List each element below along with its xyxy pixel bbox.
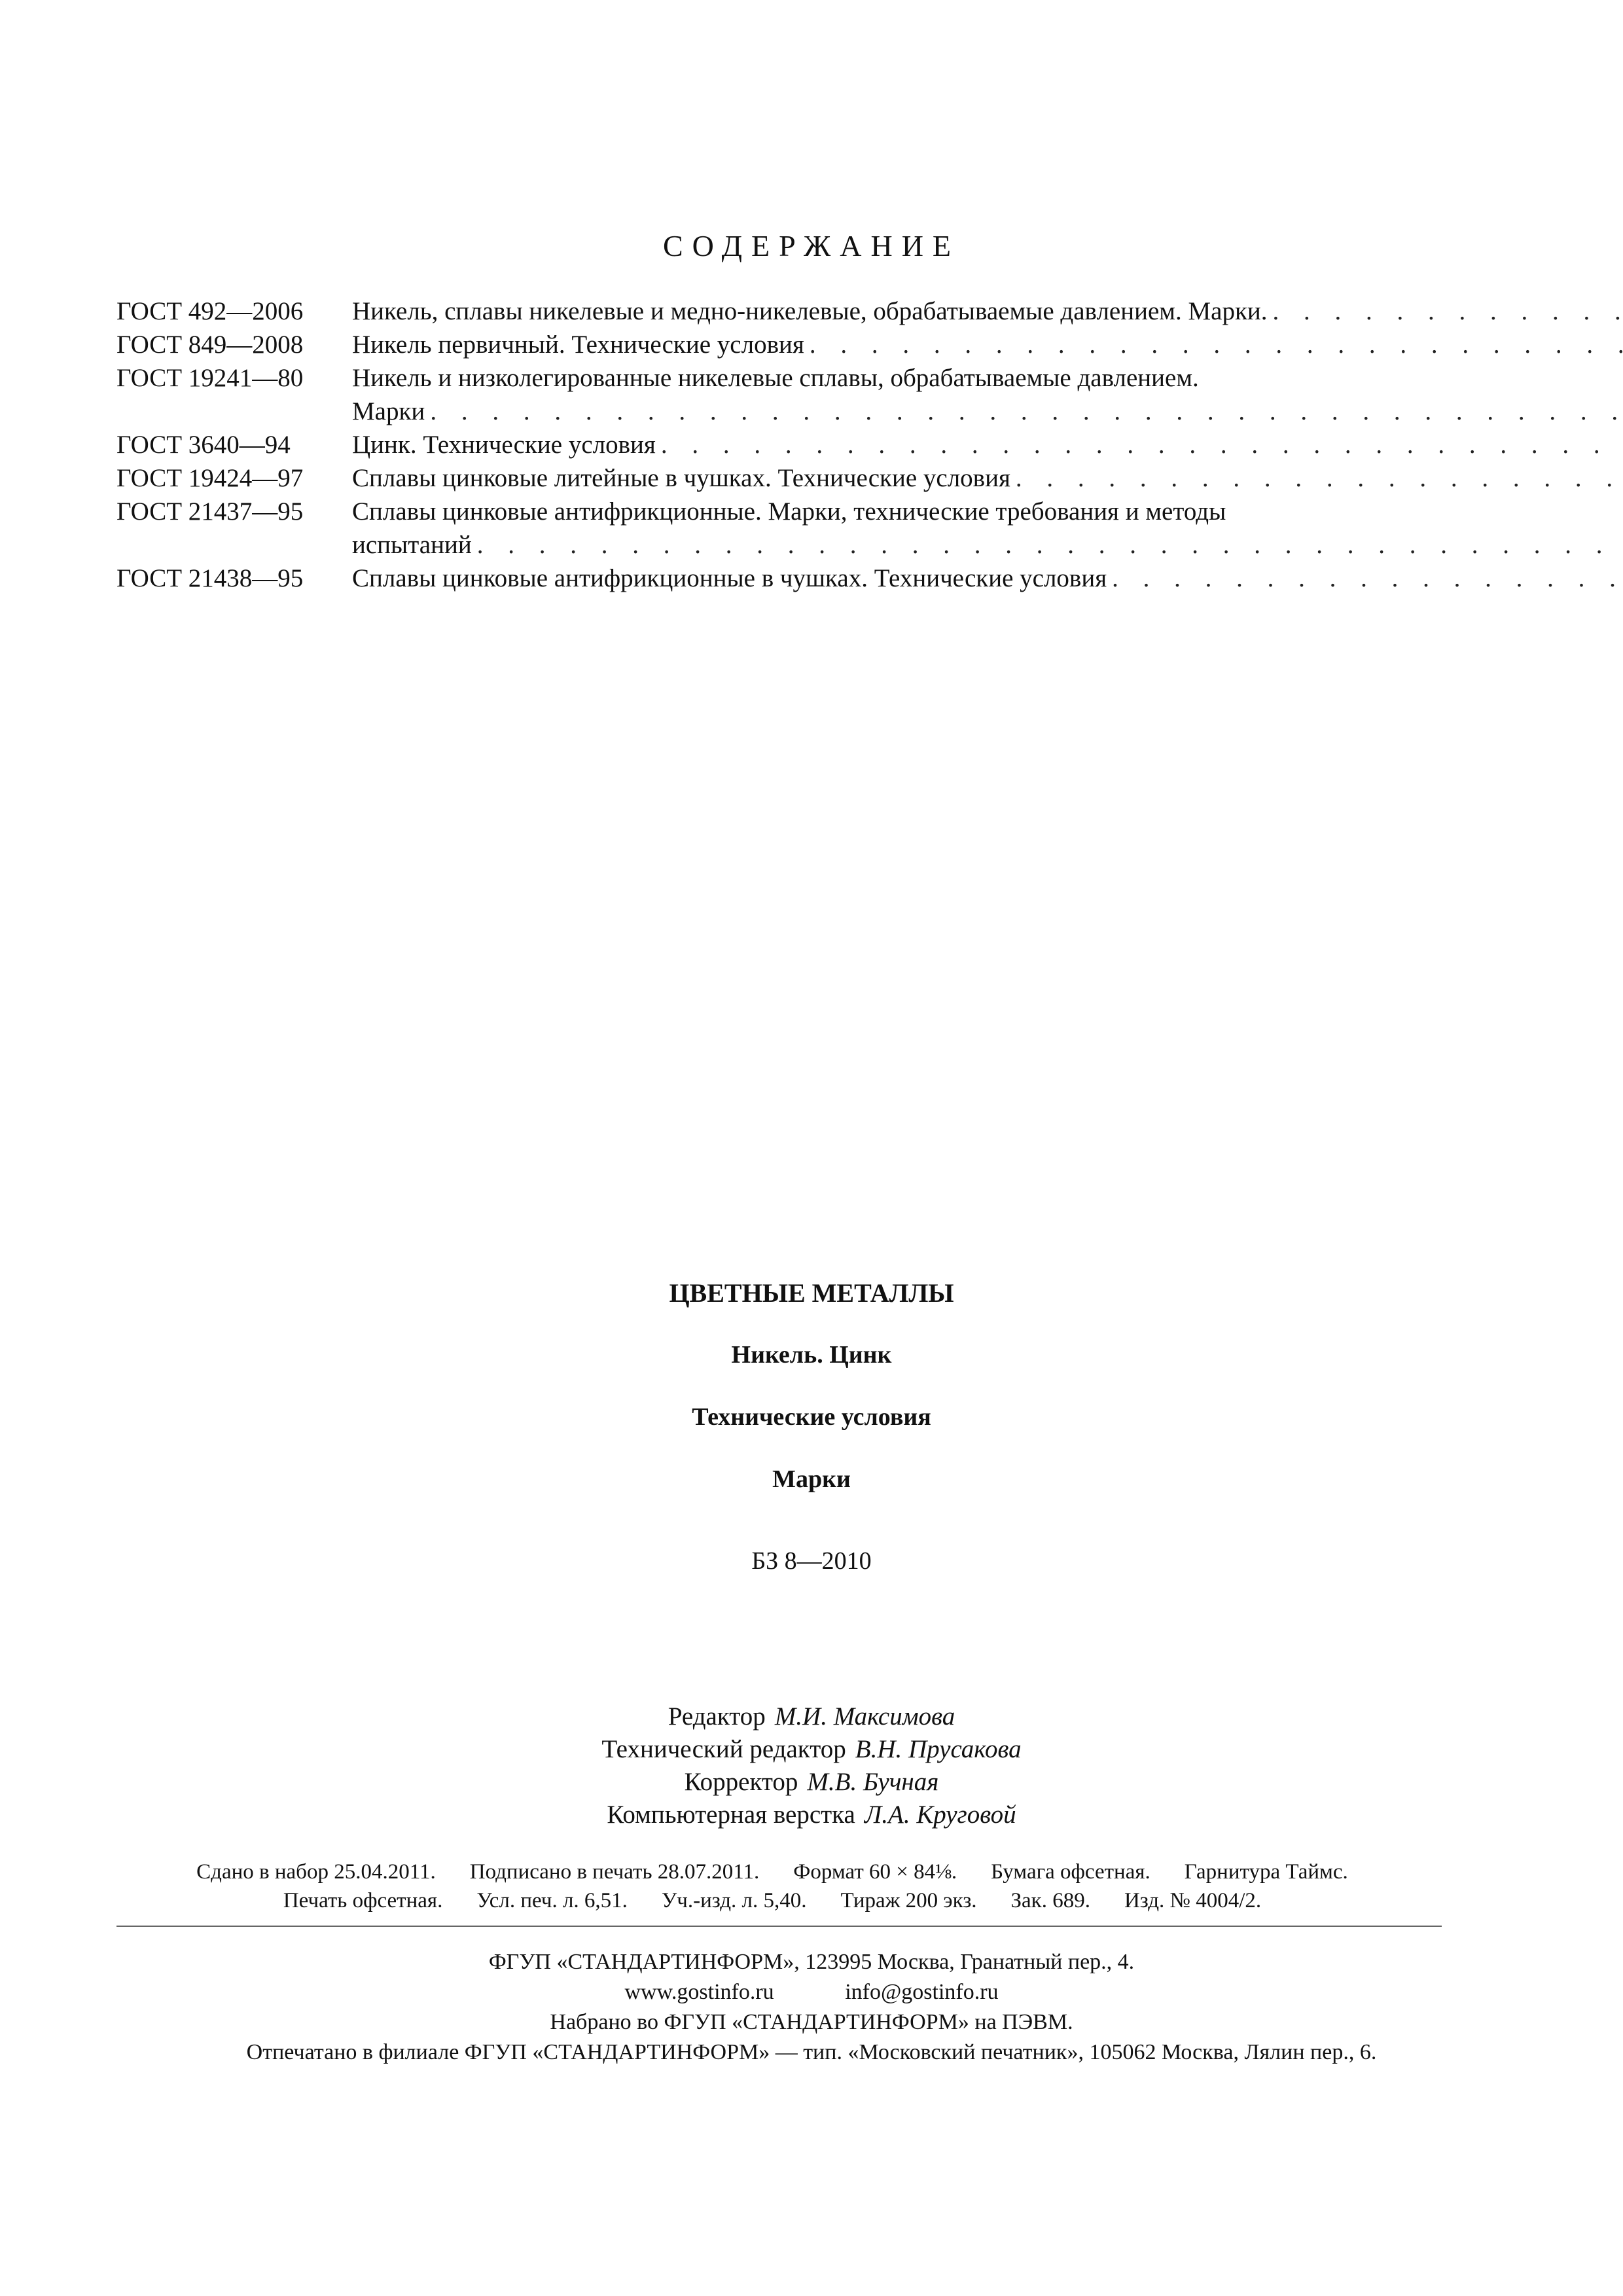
dot-leader xyxy=(804,328,1623,361)
publisher-contacts xyxy=(0,1977,1623,2007)
entry-line xyxy=(352,361,1623,395)
imprint-field: Тираж 200 экз. xyxy=(840,1889,977,1912)
standard-code: ГОСТ 21438—95 xyxy=(116,564,304,592)
dot-leader xyxy=(472,528,1623,562)
entry-title-continued: Марки xyxy=(352,397,425,425)
dot-leader xyxy=(1268,295,1623,328)
contents-heading: СОДЕРЖАНИЕ xyxy=(662,229,961,262)
credit-role: Технический редактор xyxy=(601,1735,846,1763)
standard-code: ГОСТ 21437—95 xyxy=(116,497,304,526)
contents-entry xyxy=(116,361,1442,428)
imprint-field: Усл. печ. л. 6,51. xyxy=(476,1889,628,1912)
contents-entry xyxy=(116,495,1442,562)
credit-name: Л.А. Круговой xyxy=(864,1801,1016,1829)
contents-entry xyxy=(116,461,1442,495)
credit-line xyxy=(0,1700,1623,1733)
entry-body xyxy=(352,295,1623,328)
entry-title: Никель первичный. Технические условия xyxy=(352,331,804,359)
entry-line xyxy=(352,562,1623,595)
entry-title: Сплавы цинковые литейные в чушках. Технические условия xyxy=(352,464,1010,492)
entry-body xyxy=(352,562,1623,595)
imprint-field: Зак. 689. xyxy=(1010,1889,1090,1912)
credit-name: В.Н. Прусакова xyxy=(855,1735,1022,1763)
collection-index: БЗ 8—2010 xyxy=(751,1547,872,1575)
printer-note: Отпечатано в филиале ФГУП «СТАНДАРТИНФОРМ» — тип. «Московский печатник», 105062 Москва, Лялин пер., 6. xyxy=(246,2040,1377,2064)
credit-line xyxy=(0,1799,1623,1831)
entry-title: Сплавы цинковые антифрикционные. Марки, технические требования и методы xyxy=(352,497,1226,526)
standard-code: ГОСТ 3640—94 xyxy=(116,431,291,459)
standard-code: ГОСТ 19424—97 xyxy=(116,464,304,492)
imprint-row xyxy=(111,1886,1433,1915)
contents-entry xyxy=(116,428,1442,461)
standard-code: ГОСТ 19241—80 xyxy=(116,364,304,392)
collection-subtitle: Никель. Цинк xyxy=(731,1341,892,1369)
contents-list xyxy=(116,295,1442,595)
imprint-field: Уч.-изд. л. 5,40. xyxy=(661,1889,807,1912)
entry-line xyxy=(352,328,1623,361)
standard-code: ГОСТ 492—2006 xyxy=(116,297,304,325)
entry-title: Никель и низколегированные никелевые сплавы, обрабатываемые давлением. xyxy=(352,364,1199,392)
entry-title: Цинк. Технические условия xyxy=(352,431,656,459)
horizontal-divider xyxy=(116,1926,1442,1927)
entry-body xyxy=(352,461,1623,495)
entry-title: Сплавы цинковые антифрикционные в чушках. Технические условия xyxy=(352,564,1107,592)
collection-subtitle: Марки xyxy=(772,1465,851,1493)
credit-role: Компьютерная верстка xyxy=(607,1801,855,1829)
imprint-field: Гарнитура Таймс. xyxy=(1184,1860,1348,1884)
entry-body xyxy=(352,328,1623,361)
entry-line xyxy=(352,428,1623,461)
entry-line xyxy=(352,528,1623,562)
website-link[interactable]: www.gostinfo.ru xyxy=(624,1980,774,2004)
entry-line xyxy=(352,295,1623,328)
entry-line xyxy=(352,461,1623,495)
collection-subtitle: Технические условия xyxy=(692,1403,931,1431)
dot-leader xyxy=(1107,562,1623,595)
credit-role: Корректор xyxy=(684,1768,798,1796)
entry-body xyxy=(352,495,1623,562)
entry-line xyxy=(352,495,1623,528)
imprint-field: Формат 60 × 84⅛. xyxy=(793,1860,957,1884)
entry-body xyxy=(352,428,1623,461)
imprint-field: Изд. № 4004/2. xyxy=(1124,1889,1262,1912)
credit-role: Редактор xyxy=(668,1702,766,1731)
publisher-info xyxy=(0,1947,1623,2068)
credit-line xyxy=(0,1766,1623,1799)
dot-leader xyxy=(425,395,1623,428)
imprint-row xyxy=(111,1857,1433,1886)
print-imprint xyxy=(111,1857,1433,1915)
imprint-field: Бумага офсетная. xyxy=(991,1860,1150,1884)
dot-leader xyxy=(656,428,1623,461)
credit-name: М.В. Бучная xyxy=(807,1768,939,1796)
imprint-field: Сдано в набор 25.04.2011. xyxy=(196,1860,436,1884)
standard-code: ГОСТ 849—2008 xyxy=(116,331,304,359)
entry-title: Никель, сплавы никелевые и медно-никелевые, обрабатываемые давлением. Марки. xyxy=(352,297,1268,325)
dot-leader xyxy=(1010,461,1623,495)
email-link[interactable]: info@gostinfo.ru xyxy=(845,1980,999,2004)
entry-line xyxy=(352,395,1623,428)
credit-line xyxy=(0,1733,1623,1766)
entry-title-continued: испытаний xyxy=(352,531,472,559)
publisher-address: ФГУП «СТАНДАРТИНФОРМ», 123995 Москва, Гранатный пер., 4. xyxy=(488,1950,1135,1974)
collection-title: ЦВЕТНЫЕ МЕТАЛЛЫ xyxy=(669,1278,954,1308)
editorial-credits xyxy=(0,1700,1623,1831)
entry-body xyxy=(352,361,1623,428)
contents-entry xyxy=(116,328,1442,361)
imprint-field: Подписано в печать 28.07.2011. xyxy=(469,1860,760,1884)
contents-entry xyxy=(116,295,1442,328)
imprint-field: Печать офсетная. xyxy=(283,1889,443,1912)
typeset-note: Набрано во ФГУП «СТАНДАРТИНФОРМ» на ПЭВМ. xyxy=(550,2010,1073,2034)
contents-entry xyxy=(116,562,1442,595)
credit-name: М.И. Максимова xyxy=(774,1702,955,1731)
